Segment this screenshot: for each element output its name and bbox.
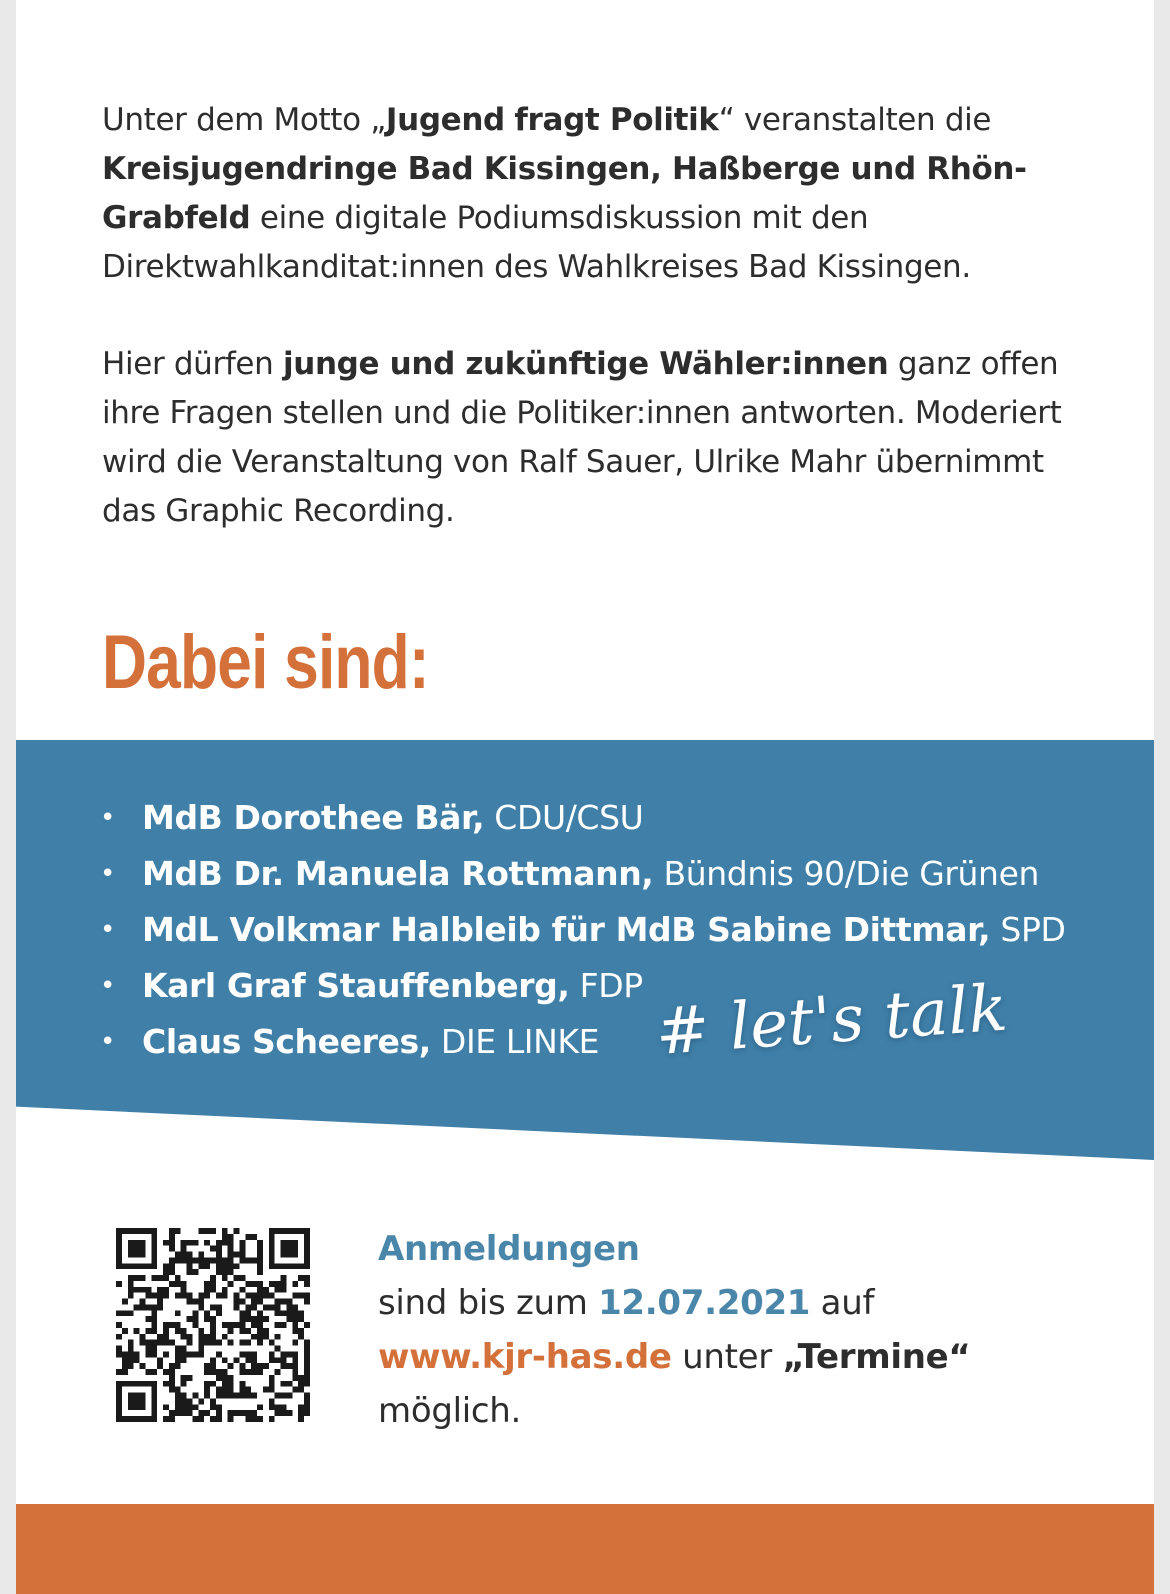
bullet-icon: • — [100, 1027, 115, 1057]
hashtag-lets-talk: # let's talk — [653, 971, 1010, 1070]
participant-name: Karl Graf Stauffenberg, — [142, 966, 570, 1005]
participant-party: CDU/CSU — [484, 798, 644, 837]
intro-paragraph-1 — [102, 96, 1102, 292]
bullet-icon: • — [100, 971, 115, 1001]
list-item — [100, 846, 1065, 902]
participant-name: Claus Scheeres, — [142, 1022, 431, 1061]
participant-party: FDP — [569, 966, 643, 1005]
participant-name: MdB Dr. Manuela Rottmann, — [142, 854, 654, 893]
flyer-page — [16, 0, 1154, 1594]
signup-line-4: möglich. — [378, 1391, 522, 1431]
intro-text-fragment: Hier dürfen — [102, 346, 283, 382]
signup-text-fragment: unter — [671, 1337, 783, 1377]
intro-text — [102, 96, 1102, 536]
participant-party: DIE LINKE — [430, 1022, 600, 1061]
intro-text-fragment: eine digitale Podiumsdiskussion mit den Direktwahlkanditat:innen des Wahlkreises Bad Kissingen. — [102, 200, 971, 285]
list-item — [100, 902, 1065, 958]
participant-party: Bündnis 90/Die Grünen — [653, 854, 1039, 893]
signup-termine-label: „Termine“ — [782, 1337, 971, 1377]
voters-highlight: junge und zukünftige Wähler:innen — [282, 346, 889, 382]
participant-party: SPD — [990, 910, 1066, 949]
intro-text-fragment: Unter dem Motto „ — [102, 102, 386, 138]
signup-text-fragment: auf — [810, 1283, 875, 1323]
signup-headline: Anmeldungen — [378, 1229, 640, 1269]
intro-text-fragment: ganz offen ihre Fragen stellen und die Politiker:innen antworten. Moderiert wird die Veranstaltung von Ralf Sauer, Ulrike Mahr übernimmt das Graphic Recording. — [102, 346, 1062, 529]
signup-line-2 — [378, 1276, 1098, 1330]
signup-text-fragment: sind bis zum — [378, 1283, 599, 1323]
participants-heading: Dabei sind: — [102, 620, 429, 705]
signup-deadline-date: 12.07.2021 — [598, 1283, 811, 1323]
motto-fragt-politik: fragt Politik — [514, 102, 719, 138]
intro-paragraph-2 — [102, 340, 1102, 536]
organizers: Kreisjugendringe Bad Kissingen, Haßberge und Rhön-Grabfeld — [102, 151, 1027, 236]
participant-name: MdL Volkmar Halbleib für MdB Sabine Dittmar, — [142, 910, 991, 949]
signup-info — [378, 1222, 1098, 1438]
list-item — [100, 790, 1065, 846]
bullet-icon: • — [100, 859, 115, 889]
bullet-icon: • — [100, 915, 115, 945]
footer-bar — [16, 1504, 1154, 1594]
signup-website-link[interactable]: www.kjr-has.de — [378, 1337, 672, 1377]
motto-jugend: Jugend — [385, 102, 505, 138]
bullet-icon: • — [100, 803, 115, 833]
intro-text-fragment: “ veranstalten die — [718, 102, 992, 138]
participant-name: MdB Dorothee Bär, — [142, 798, 485, 837]
qr-code-icon[interactable] — [116, 1228, 310, 1422]
signup-line-3 — [378, 1330, 1098, 1384]
